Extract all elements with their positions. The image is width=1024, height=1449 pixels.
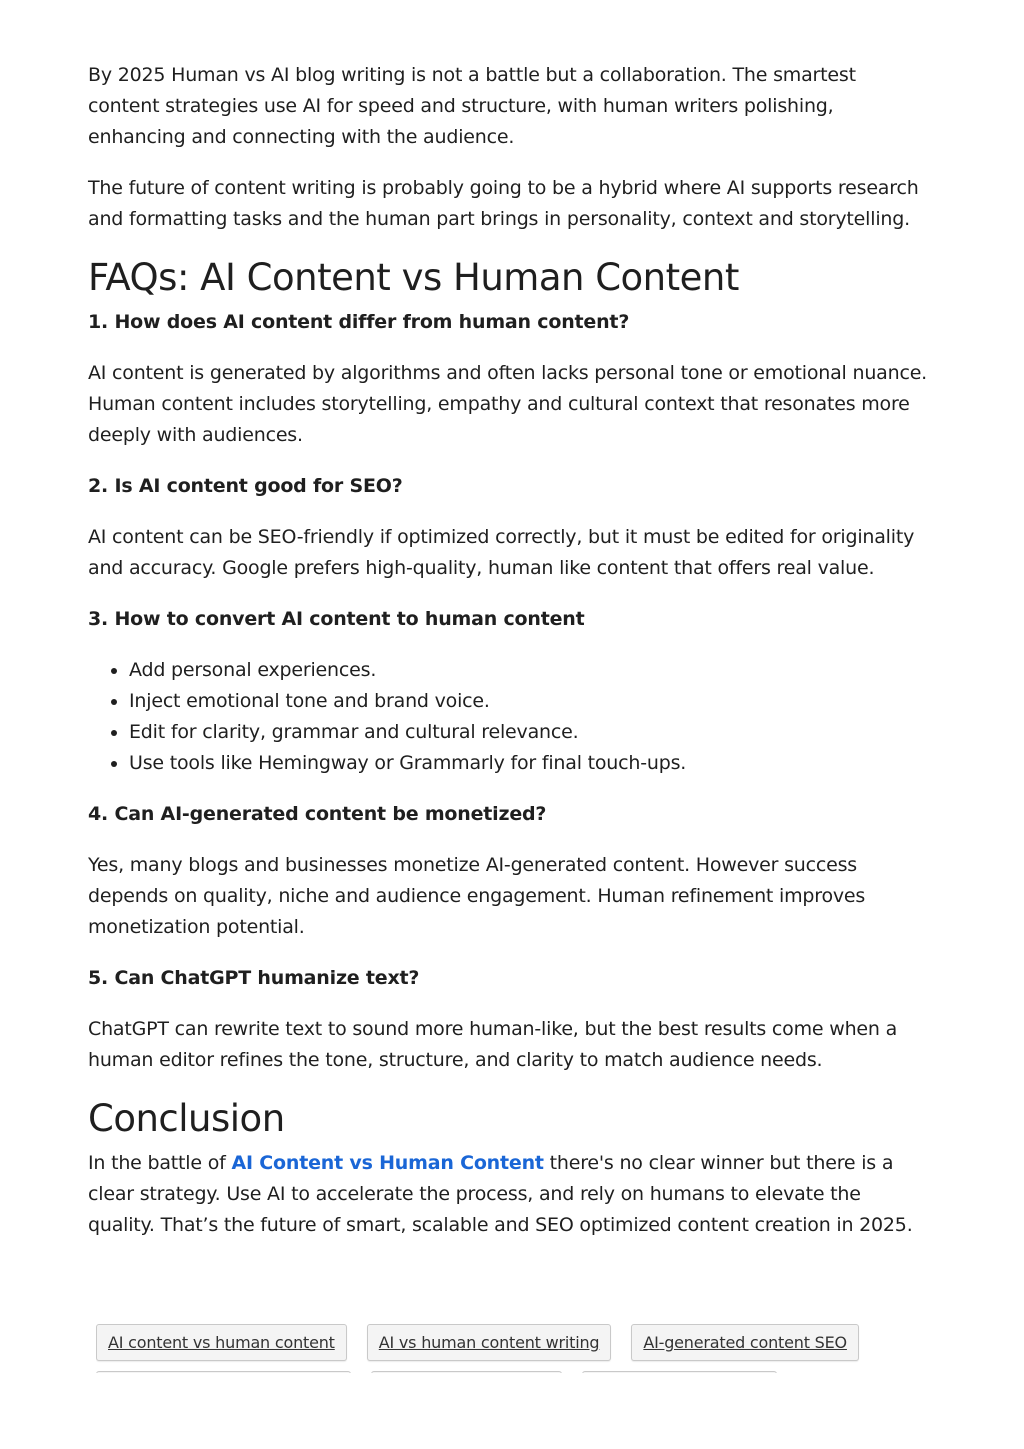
faq-question-4: 4. Can AI-generated content be monetized? bbox=[88, 803, 547, 825]
conclusion-heading: Conclusion bbox=[88, 1097, 285, 1140]
tag-row bbox=[96, 1324, 936, 1361]
faq-answer-4: Yes, many blogs and businesses monetize AI-generated content. However success depends on quality, niche and audience engagement. Human refinement improves monetization potential. bbox=[88, 854, 866, 938]
tag-ai-generated-content-seo[interactable]: AI-generated content SEO bbox=[631, 1324, 859, 1361]
list-item: • Inject emotional tone and brand voice. bbox=[129, 686, 928, 717]
conclusion-text-end: there's no clear winner but there is a clear strategy. Use AI to accelerate the process, and rely on humans to elevate the quality. That’s the future of smart, scalable and SEO optimized content creation in 2025. bbox=[88, 1152, 913, 1236]
conclusion-text-start: In the battle of bbox=[88, 1152, 232, 1174]
list-item: • Use tools like Hemingway or Grammarly for final touch-ups. bbox=[129, 748, 928, 779]
conclusion-paragraph bbox=[88, 1148, 928, 1241]
intro-paragraph-2: The future of content writing is probably going to be a hybrid where AI supports research and formatting tasks and the human part brings in personality, context and storytelling. bbox=[88, 177, 919, 230]
faqs-heading: FAQs: AI Content vs Human Content bbox=[88, 256, 739, 299]
list-item: • Edit for clarity, grammar and cultural relevance. bbox=[129, 717, 928, 748]
tag-ai-vs-human-content-writing[interactable]: AI vs human content writing bbox=[367, 1324, 612, 1361]
faq-question-2: 2. Is AI content good for SEO? bbox=[88, 475, 403, 497]
ai-vs-human-content-link[interactable]: AI Content vs Human Content bbox=[231, 1152, 544, 1174]
intro-paragraph-1: By 2025 Human vs AI blog writing is not a battle but a collaboration. The smartest content strategies use AI for speed and structure, with human writers polishing, enhancing and connecting with the audience. bbox=[88, 64, 856, 148]
list-item: • Add personal experiences. bbox=[129, 655, 928, 686]
faq-question-3: 3. How to convert AI content to human content bbox=[88, 608, 585, 630]
faq-answer-5: ChatGPT can rewrite text to sound more human-like, but the best results come when a human editor refines the tone, structure, and clarity to match audience needs. bbox=[88, 1018, 898, 1071]
faq-answer-1: AI content is generated by algorithms and often lacks personal tone or emotional nuance. Human content includes storytelling, empathy and cultural context that resonates more deeply with audiences. bbox=[88, 362, 928, 446]
faq-question-5: 5. Can ChatGPT humanize text? bbox=[88, 967, 420, 989]
tag-ai-content-vs-human-content[interactable]: AI content vs human content bbox=[96, 1324, 347, 1361]
faq-3-bullet-list bbox=[88, 655, 928, 779]
article-body bbox=[88, 60, 928, 1261]
faq-question-1: 1. How does AI content differ from human content? bbox=[88, 311, 630, 333]
page-bottom-margin bbox=[0, 1373, 1024, 1449]
faq-answer-2: AI content can be SEO-friendly if optimized correctly, but it must be edited for originality and accuracy. Google prefers high-quality, human like content that offers real value. bbox=[88, 526, 915, 579]
